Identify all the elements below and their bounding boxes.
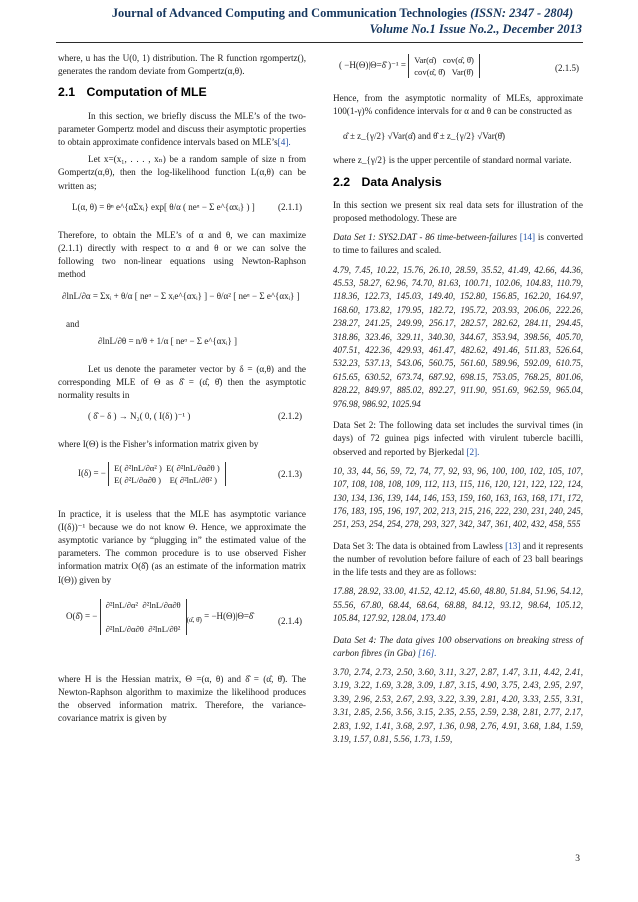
journal-title: Journal of Advanced Computing and Communication Technologies (111, 6, 468, 20)
equation-number: (2.1.1) (278, 201, 302, 212)
section-number: 2.2 (333, 174, 351, 189)
journal-title-line (90, 6, 595, 21)
equation-formula: ∂lnL/∂θ = n/θ + 1/α [ neᵅ − Σ e^{αxᵢ} ] (98, 335, 238, 346)
equation-number: (2.1.4) (278, 615, 302, 626)
citation-link[interactable]: [2]. (466, 446, 480, 457)
matrix-cell: ∂²lnL/∂α∂θ (142, 599, 181, 610)
matrix-cell: E( ∂²lnL/∂θ² ) (169, 474, 217, 485)
dataset-text: Data Set 3: The data is obtained from Lawless (333, 540, 503, 551)
section-title: Data Analysis (361, 174, 442, 189)
volume-issue: Volume No.1 Issue No.2., December 2013 (369, 22, 582, 36)
dataset-1-values: 4.79, 7.45, 10.22, 15.76, 26.10, 28.59, 35.52, 41.49, 42.66, 44.36, 45.53, 58.27, 62.96, 74.70, 81.63, 100.71, 102.06, 104.83, 110.79, 118.36, 122.73, 145.03, 149.40, 152.80, 156.85, 162.20, 164.97, 168.60, 173.82, 179.95, 182.72, 195.72, 203.93, 206.06, 222.26, 238.27, 241.25, 249.99, 256.17, 282.57, 282.62, 284.11, 294.45, 318.86, 323.46, 329.11, 340.30, 344.67, 353.94, 398.56, 405.70, 407.51, 422.36, 429.93, 461.47, 482.62, 491.46, 511.83, 526.64, 532.23, 537.13, 543.06, 560.75, 561.60, 589.96, 592.09, 610.75, 615.65, 630.52, 673.74, 687.92, 698.15, 753.05, 768.25, 801.06, 828.22, 849.97, 885.02, 892.27, 911.90, 951.69, 962.59, 965.04, 976.98, 986.92, 1025.94 (333, 264, 583, 409)
dataset-text: Data Set 4: The data gives 100 observations on breaking stress of carbon fibres (in Gba) (333, 634, 583, 658)
dataset-text: and it represents the number of revolution before failure of each of 23 ball bearings in the life tests and they are as follows: (333, 540, 583, 578)
equation-rhs: = −H(Θ)|Θ=δ̂ (204, 610, 254, 621)
equation-lhs: ( −H(Θ)|Θ=δ̂ )⁻¹ = (339, 60, 406, 71)
matrix-cell: cov(α̂, θ̂) (442, 55, 474, 65)
dataset-text: Data Set 1: SYS2.DAT - 86 time-between-failures (333, 232, 517, 243)
equation-dlnl-dalpha (58, 286, 306, 318)
right-column (333, 52, 583, 754)
matrix-cell: cov(α̂, θ̂) (414, 67, 446, 77)
matrix-cell: E( ∂²L/∂α∂θ ) (114, 474, 161, 485)
page-number: 3 (575, 854, 580, 864)
observed-matrix (100, 599, 187, 635)
equation-2-1-4 (58, 591, 306, 673)
citation-link[interactable]: [14] (519, 232, 536, 243)
citation-link[interactable]: [13] (505, 540, 521, 551)
dataset-text: is converted to time to failures and scaled. (333, 232, 584, 256)
header-rule (56, 42, 583, 43)
matrix-cell: ∂²lnL/∂α∂θ (105, 623, 144, 634)
equation-formula (66, 599, 253, 635)
paragraph-rgompertz: where, u has the U(0, 1) distribution. The R function rgompertz(), generates the random deviate from Gompertz(α,θ). (58, 53, 306, 77)
citation-link[interactable]: [16]. (417, 647, 437, 658)
left-column (58, 52, 306, 730)
covariance-matrix (408, 54, 480, 78)
paragraph-mle-intro (58, 110, 306, 150)
section-number: 2.1 (58, 85, 76, 100)
equation-formula: L(α, θ) = θⁿ e^{αΣxᵢ} exp[ θ/α ( neᵅ − Σ e^{αxᵢ} ) ] (72, 201, 255, 212)
dataset-2-description (333, 419, 583, 459)
dataset-text: Data Set 2: The following data set includes the survival times (in days) of 72 guinea pigs infected with virulent tubercle bacilli, observed and reported by Bjerkedal (333, 420, 583, 457)
equation-formula: ∂lnL/∂α = Σxᵢ + θ/α [ neᵅ − Σ xᵢe^{αxᵢ} ] − θ/α² [ neᵅ − Σ e^{αxᵢ} ] (62, 290, 300, 301)
equation-lhs: I(δ) = − (78, 467, 106, 478)
dataset-4-values: 3.70, 2.74, 2.73, 2.50, 3.60, 3.11, 3.27, 2.87, 1.47, 3.11, 4.42, 2.41, 3.19, 3.22, 1.69, 3.28, 3.09, 1.87, 3.15, 4.90, 3.75, 2.43, 2.95, 2.97, 3.39, 2.96, 2.53, 2.67, 2.93, 3.22, 3.39, 2.81, 4.20, 3.33, 2.55, 3.31, 3.31, 2.85, 2.56, 3.56, 3.15, 2.35, 2.55, 2.59, 2.38, 2.81, 2.77, 2.17, 2.83, 1.92, 1.41, 3.68, 2.97, 1.36, 0.98, 2.76, 4.91, 3.68, 1.84, 1.59, 3.19, 1.57, 0.81, 5.56, 1.73, 1.59, (333, 666, 583, 744)
equation-2-1-2 (58, 406, 306, 438)
equation-formula (78, 462, 226, 486)
fisher-matrix (108, 462, 226, 486)
section-title: Computation of MLE (86, 85, 207, 100)
paragraph-hessian: where H is the Hessian matrix, Θ =(α, θ) and δ̂ = (α̂, θ̂). The Newton-Raphson algorithm to maximize the likelihood produces the observed information matrix. Therefore, the variance-covariance matrix is given by (58, 673, 306, 724)
paragraph-asymptotic-ci: Hence, from the asymptotic normality of MLEs, approximate 100(1-γ)% confidence intervals for α and θ can be constructed as (333, 93, 583, 117)
paragraph-observed-fisher: In practice, it is useless that the MLE has asymptotic variance (I(δ))⁻¹ because we do not know Θ. Hence, we approximate the asymptotic variance by “plugging in” the estimated value of the parameters. The common procedure is to use observed Fisher information matrix O(δ̂) (as an estimate of the information matrix I(Θ)) given by (58, 508, 306, 585)
paragraph-percentile: where z_{γ/2} is the upper percentile of standard normal variate. (333, 155, 572, 166)
matrix-cell: E( ∂²lnL/∂α∂θ ) (166, 462, 220, 473)
dataset-1-description (333, 231, 583, 257)
section-heading-2-1 (58, 86, 306, 99)
equation-formula: ( δ̂ − δ ) → N₂( 0, ( I(δ) )⁻¹ ) (88, 411, 191, 422)
equation-formula (339, 54, 480, 78)
paragraph-fisher: where I(Θ) is the Fisher’s information matrix given by (58, 439, 259, 450)
matrix-cell: ∂²lnL/∂α² (105, 599, 139, 610)
dataset-3-description (333, 540, 583, 580)
matrix-subscript: (α̂, θ̂) (186, 615, 202, 624)
dataset-4-description (333, 634, 583, 660)
equation-number: (2.1.5) (555, 63, 579, 73)
matrix-cell: ∂²lnL/∂θ² (148, 623, 181, 634)
paragraph-random-sample: Let x=(x₁, . . . , xₙ) be a random sample of size n from Gompertz(α,θ), then the log-likelihood function L(α,θ) can be written as; (58, 154, 306, 191)
equation-lhs: O(δ̂) = − (66, 610, 98, 621)
paragraph-newton-raphson: Therefore, to obtain the MLE’s of α and θ, we can maximize (2.1.1) directly with respect to α and θ or we can solve the following two non-linear equations using Newton-Raphson method (58, 229, 306, 280)
citation-link[interactable]: [4]. (277, 137, 291, 148)
paragraph-datasets-intro: In this section we present six real data sets for illustration of the proposed methodology. These are (333, 199, 583, 224)
equation-formula: α̂ ± z_{γ/2} √Var(α̂) and θ̂ ± z_{γ/2} √Var(θ̂) (343, 131, 506, 142)
and-label: and (66, 318, 80, 329)
dataset-3-values: 17.88, 28.92, 33.00, 41.52, 42.12, 45.60, 48.80, 51.84, 51.96, 54.12, 55.56, 67.80, 68.44, 68.64, 68.88, 84.12, 93.12, 98.64, 105.12, 105.84, 127.92, 128.04, 173.40 (333, 586, 583, 624)
equation-number: (2.1.3) (278, 468, 302, 479)
paragraph-parameter-vector: Let us denote the parameter vector by δ = (α,θ) and the corresponding MLE of Θ as δ̂ = (α̂, θ̂) then the asymptotic normality results in (58, 363, 306, 401)
matrix-cell: Var(α̂) (414, 55, 437, 65)
equation-2-1-5 (333, 52, 583, 92)
equation-confidence-intervals (333, 122, 583, 154)
dataset-2-values: 10, 33, 44, 56, 59, 72, 74, 77, 92, 93, 96, 100, 100, 102, 105, 107, 107, 108, 108, 108, 109, 112, 113, 115, 116, 120, 121, 122, 122, 124, 130, 134, 136, 139, 144, 146, 153, 159, 160, 163, 163, 168, 171, 172, 176, 183, 195, 196, 197, 202, 213, 215, 216, 222, 230, 231, 240, 245, 251, 253, 254, 254, 278, 293, 327, 342, 347, 361, 402, 432, 458, 555 (333, 465, 583, 530)
equation-2-1-3 (58, 456, 306, 508)
section-heading-2-2 (333, 176, 583, 189)
journal-issn: (ISSN: 2347 - 2804) (470, 6, 574, 20)
matrix-cell: Var(θ̂) (451, 67, 474, 77)
paragraph-text: In this section, we briefly discuss the MLE’s of the two-parameter Gompertz model and discuss their asymptotic properties to obtain approximate confidence intervals based on MLE’s (58, 110, 306, 148)
equation-dlnl-dtheta (58, 331, 306, 363)
matrix-cell: E( ∂²lnL/∂α² ) (114, 462, 162, 473)
equation-number: (2.1.2) (278, 411, 302, 422)
equation-2-1-1 (58, 197, 306, 229)
